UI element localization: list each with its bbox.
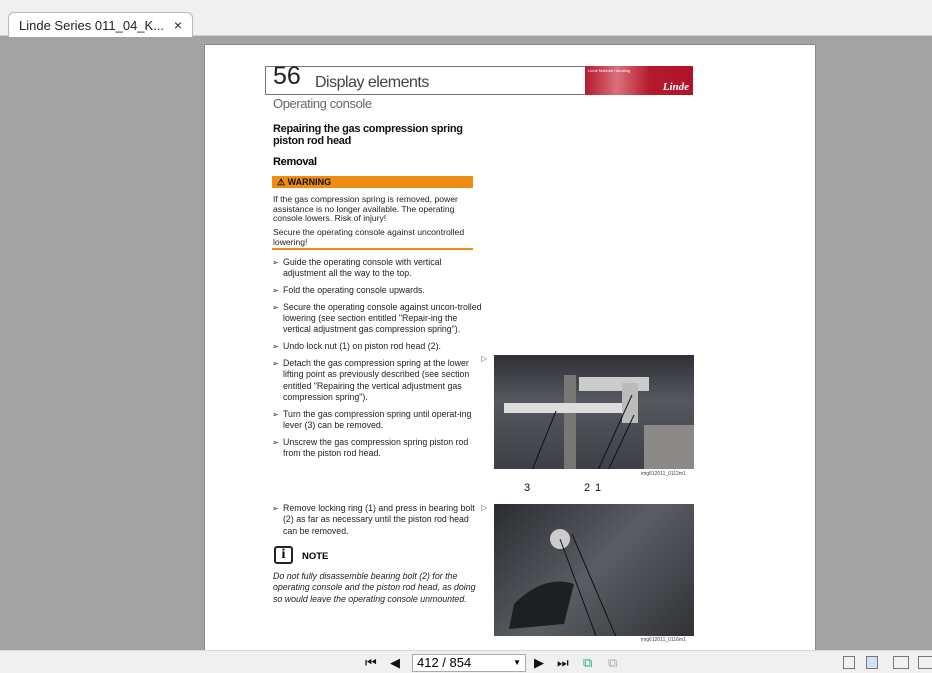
- continuous-view-icon[interactable]: [866, 656, 878, 669]
- step: ➢ Unscrew the gas compression spring piston rod from the piston rod head.: [272, 437, 482, 460]
- subheading: Removal: [273, 156, 317, 168]
- image-caption: img612011_0116m1: [641, 637, 686, 643]
- step: ➢ Detach the gas compression spring at the lower lifting point as previously described (see section entitled "Repairing the vertical adjustment gas compression spring").: [272, 358, 482, 403]
- step: ➢ Undo lock nut (1) on piston rod head (2).: [272, 341, 482, 352]
- last-page-icon[interactable]: ⏭: [557, 655, 569, 670]
- document-tab[interactable]: [8, 12, 193, 37]
- photo-piston-rod: [494, 355, 694, 469]
- previous-page-icon[interactable]: ◀: [390, 655, 400, 670]
- two-page-view-icon[interactable]: [893, 656, 909, 669]
- warning-text: If the gas compression spring is removed, power assistance is no longer available. The operating console lowers. Risk of injury!: [273, 194, 458, 223]
- warning-banner: ⚠ WARNING: [272, 176, 473, 188]
- pdf-page: [204, 44, 816, 650]
- single-page-view-icon[interactable]: [843, 656, 855, 669]
- warning-divider: [272, 248, 473, 250]
- page-number: 56: [273, 62, 301, 90]
- two-page-continuous-icon[interactable]: [918, 656, 932, 669]
- photo-illustration: [494, 355, 694, 469]
- triangle-marker-icon: ▷: [481, 503, 488, 512]
- photo-bearing-bolt: [494, 504, 694, 636]
- tab-title: Linde Series 011_04_K...: [19, 18, 165, 33]
- close-tab-icon[interactable]: ×: [173, 17, 182, 33]
- triangle-marker-icon: ▷: [481, 354, 488, 363]
- note-text: Do not fully disassemble bearing bolt (2) for the operating console and the piston rod head, as doing so would leave the operating console unmounted.: [273, 571, 476, 604]
- go-back-icon[interactable]: ⧉: [583, 655, 593, 670]
- first-page-icon[interactable]: ⏮: [365, 655, 377, 670]
- go-forward-icon[interactable]: ⧉: [608, 655, 618, 670]
- bottom-toolbar: [0, 650, 932, 673]
- note-label: NOTE: [302, 551, 329, 562]
- section-subtitle: Operating console: [273, 96, 372, 111]
- step: ➢ Fold the operating console upwards.: [272, 285, 482, 296]
- photo-illustration: [494, 504, 694, 636]
- warning-instruction: Secure the operating console against uncontrolled lowering!: [273, 227, 465, 247]
- step: ➢ Turn the gas compression spring until operat-ing lever (3) can be removed.: [272, 409, 482, 432]
- steps-list: [272, 257, 482, 465]
- image-caption: img612011_0112m1: [641, 471, 686, 477]
- document-viewer: [0, 36, 932, 650]
- step: ➢ Guide the operating console with vertical adjustment all the way to the top.: [272, 257, 482, 280]
- next-page-icon[interactable]: ▶: [534, 655, 544, 670]
- header-title: Display elements: [315, 74, 429, 91]
- steps-list-2: [272, 503, 482, 542]
- chevron-down-icon[interactable]: ▼: [513, 658, 521, 667]
- callout-label: 1: [595, 482, 602, 494]
- page-selector[interactable]: 412 / 854 ▼: [412, 654, 526, 672]
- step: ➢ Remove locking ring (1) and press in bearing bolt (2) as far as necessary until the piston rod head can be removed.: [272, 503, 482, 537]
- callout-label: 3: [524, 482, 531, 494]
- step: ➢ Secure the operating console against uncon-trolled lowering (see section entitled "Repair-ing the vertical adjustment gas compression spring").: [272, 302, 482, 336]
- section-heading: Repairing the gas compression spring piston rod head: [273, 123, 463, 147]
- info-icon: i: [274, 546, 293, 564]
- tab-bar: [0, 0, 932, 36]
- linde-logo: Linde Material Handling Linde: [585, 66, 693, 95]
- callout-label: 2: [584, 482, 591, 494]
